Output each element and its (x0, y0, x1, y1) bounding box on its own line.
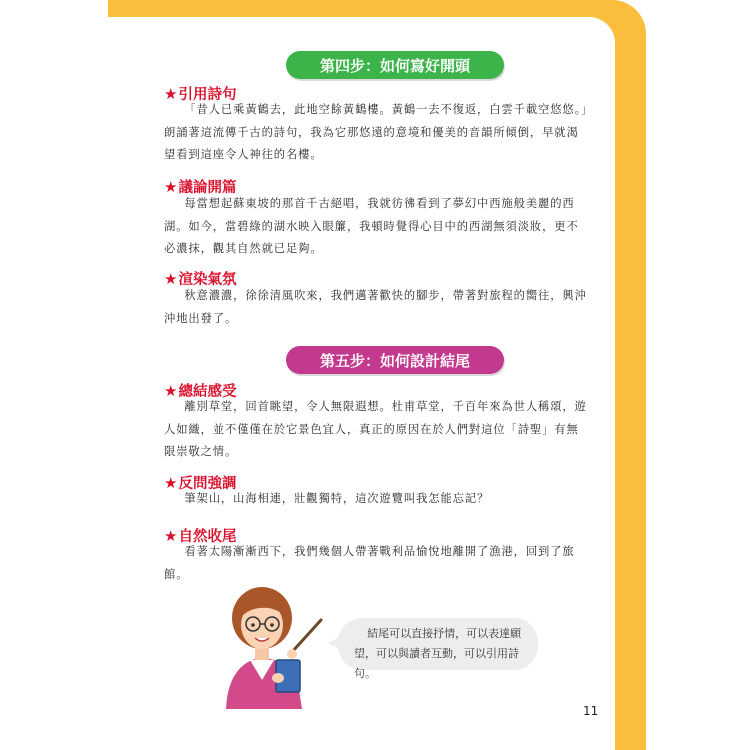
step5-title-pill (286, 346, 504, 374)
teacher-illustration (218, 584, 338, 709)
paragraph-quote-poem: 「昔人已乘黃鶴去，此地空餘黃鶴樓。黃鶴一去不復返，白雲千載空悠悠。」朗誦著這流傳千古的詩句，我為它那悠遠的意境和優美的音韻所傾倒，早就渴望看到這座令人神往的名樓。 (164, 103, 588, 161)
paragraph-atmosphere: 秋意濃濃，徐徐清風吹來，我們邁著歡快的腳步，帶著對旅程的嚮往，興沖沖地出發了。 (164, 289, 587, 325)
star-icon: ★ (164, 526, 178, 545)
heading-quote-poem: 引用詩句 (178, 87, 237, 103)
star-icon: ★ (164, 84, 178, 103)
heading-summary: 總結感受 (178, 384, 237, 400)
paragraph-natural-ending: 看著太陽漸漸西下，我們幾個人帶著戰利品愉悅地離開了漁港，回到了旅館。 (164, 545, 575, 581)
star-icon: ★ (164, 473, 178, 492)
paragraph-rhetorical: 筆架山，山海相連，壯觀獨特，這次遊覽叫我怎能忘記？ (184, 492, 490, 505)
heading-rhetorical: 反問強調 (178, 476, 237, 492)
star-icon: ★ (164, 269, 178, 288)
heading-natural-ending: 自然收尾 (178, 529, 237, 545)
speech-bubble-text: 結尾可以直接抒情，可以表達願望，可以與讀者互動，可以引用詩句。 (354, 627, 522, 680)
step4-title-pill (286, 51, 504, 79)
star-icon: ★ (164, 177, 178, 196)
paragraph-summary: 離別草堂，回首眺望，令人無限遐想。杜甫草堂，千百年來為世人稱頌，遊人如織，並不僅僅在於它景色宜人，真正的原因在於人們對這位「詩聖」有無限崇敬之情。 (164, 400, 587, 458)
star-icon: ★ (164, 381, 178, 400)
step5-title: 第五步：如何設計結尾 (319, 351, 470, 370)
heading-atmosphere: 渲染氣氛 (178, 272, 237, 288)
page-number: 11 (583, 704, 599, 718)
step4-title: 第四步：如何寫好開頭 (319, 56, 470, 75)
paragraph-argument-opening: 每當想起蘇東坡的那首千古絕唱，我就彷彿看到了夢幻中西施般美麗的西湖。如今，當碧綠的湖水映入眼簾，我頓時覺得心目中的西湖無須淡妝，更不必濃抹，觀其自然就已足夠。 (164, 197, 579, 255)
speech-bubble (338, 618, 538, 680)
heading-argument-opening: 議論開篇 (178, 180, 237, 196)
